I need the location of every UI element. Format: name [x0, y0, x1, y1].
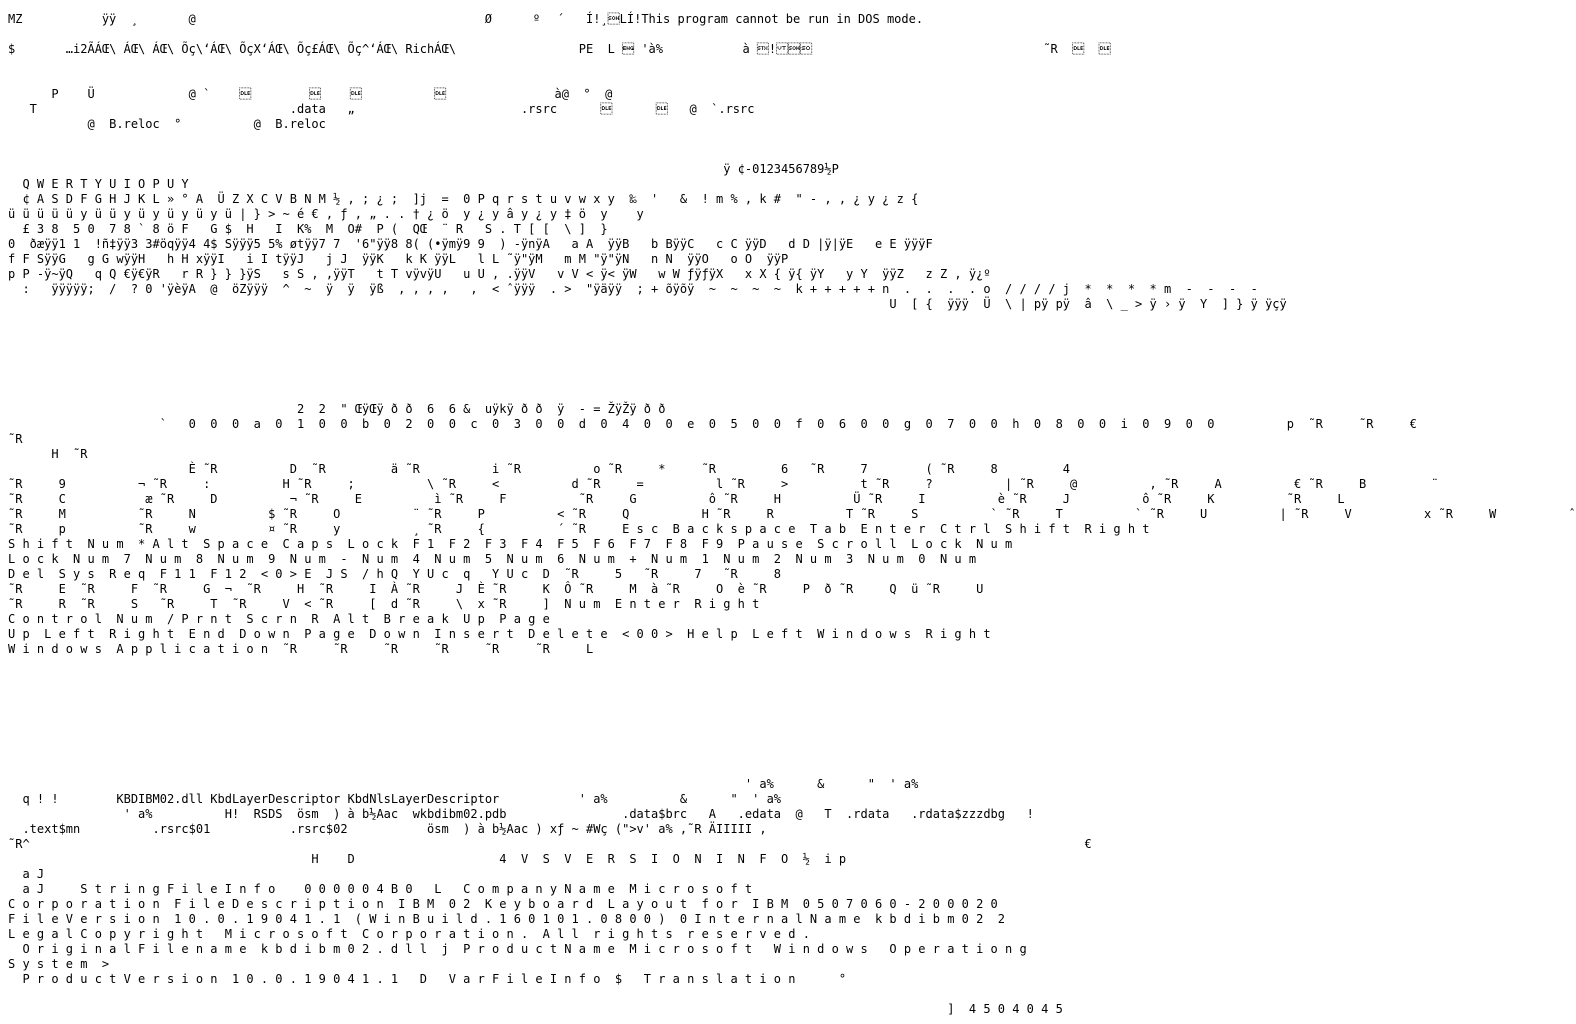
- text-line: a J: [8, 867, 52, 881]
- text-line: : ÿÿÿÿÿ; / ? 0 'ÿèÿA @ öZÿÿÿ ^ ~ ÿ ÿ ÿß , , , , , < ˆÿÿÿ . > "ÿäÿÿ ; + õÿõÿ ~ ~ ~ ~ k + + + + + n . . . . o / / / / j * * * * m - - - -: [8, 282, 1266, 296]
- text-line: O r i g i n a l F i l e n a m e k b d i b m 0 2 . d l l j P r o d u c t N a m e M i c r o s o f t W i n d o w s O p e r a t i o n g: [8, 942, 1027, 956]
- text-line: q ! ! KBDIBM02.dll KbdLayerDescriptor KbdNlsLayerDescriptor ' a% & " ' a%: [8, 792, 796, 806]
- text-line: ˜R 9 ¬ ˜R : H ˜R ; \ ˜R < d ˜R = l ˜R > t ˜R ? | ˜R @ , ˜R A € ˜R B ¨: [8, 477, 1439, 491]
- text-line: S y s t e m >: [8, 957, 124, 971]
- text-line: ÿ ¢-0123456789½P: [8, 162, 854, 176]
- text-line: $ …i2ÃÁŒ\ ÁŒ\ ÁŒ\ Õç\‘ÁŒ\ ÕçX‘ÁŒ\ Õç£ÁŒ\ Õç^‘ÁŒ\ RichÁŒ\ PE L  'à% à !  ˜R  : [8, 42, 1126, 56]
- text-line: ˜R p ˜R w ¤ ˜R y ¸ ˜R { ´ ˜R E s c B a c k s p a c e T a b E n t e r C t r l S h i f t R i g h t: [8, 522, 1150, 536]
- text-line: U p L e f t R i g h t E n d D o w n P a g e D o w n I n s e r t D e l e t e < 0 0 > H e l p L e f t W i n d o w s R i g h t: [8, 627, 991, 641]
- text-line: [8, 762, 1272, 777]
- text-line: ˜R R ˜R S ˜R T ˜R V < ˜R [ d ˜R \ x ˜R ] N u m E n t e r R i g h t: [8, 597, 760, 611]
- text-line: L o c k N u m 7 N u m 8 N u m 9 N u m - N u m 4 N u m 5 N u m 6 N u m + N u m 1 N u m 2 N u m 3 N u m 0 N u m: [8, 552, 977, 566]
- text-line: F i l e V e r s i o n 1 0 . 0 . 1 9 0 4 1 . 1 ( W i n B u i l d . 1 6 0 1 0 1 . 0 8 0 0 ) 0 I n t e r n a l N a m e k b d i b m 0 2 2: [8, 912, 1020, 926]
- text-line: [8, 342, 1272, 357]
- text-line: [8, 657, 1272, 672]
- text-line: ˜R^ €: [8, 837, 1092, 851]
- text-line: [8, 717, 1272, 732]
- text-line: [8, 387, 1272, 402]
- text-line: ¢ A S D F G H J K L » ° A Ü Z X C V B N M ½ , ; ¿ ; ]j = 0 P q r s t u v w x y ‰ ' & ! m % , k # " - , , ¿ y ¿ z {: [8, 192, 926, 206]
- text-line: [8, 57, 1272, 72]
- text-line: ü ü ü ü ü y ü ü y ü y ü y ü y ü | } > ~ é € , ƒ , „ . . † ¿ ö y ¿ y â y ¿ y ‡ ö y y: [8, 207, 659, 221]
- text-line: ˜R C æ ˜R D ¬ ˜R E ì ˜R F ˜R G ô ˜R H Ü ˜R I è ˜R J ô ˜R K ˜R L: [8, 492, 1403, 506]
- text-line: [8, 357, 1272, 372]
- text-line: W i n d o w s A p p l i c a t i o n ˜R ˜R ˜R ˜R ˜R ˜R L: [8, 642, 594, 656]
- text-line: [8, 72, 1272, 87]
- text-line: D e l S y s R e q F 1 1 F 1 2 < 0 > E J S / h Q Y U c q Y U c D ˜R 5 ˜R 7 ˜R 8: [8, 567, 782, 581]
- text-line: 0 ðæÿÿ1 1 !ñ‡ÿÿ3 3#öqÿÿ4 4$ Sÿÿÿ5 5% øtÿÿ7 7 '6"ÿÿ8 8( (•ÿmÿ9 9 ) -ÿnÿA a A ÿÿB b BÿÿC c C ÿÿD d D |ÿ|ÿE e E ÿÿÿF: [8, 237, 933, 251]
- text-line: È ˜R D ˜R ä ˜R i ˜R o ˜R * ˜R 6 ˜R 7 ( ˜R 8 4: [8, 462, 1071, 476]
- file-text-content[interactable]: [8, 12, 1576, 1024]
- text-line: C o n t r o l N u m / P r n t S c r n R A l t B r e a k U p P a g e: [8, 612, 550, 626]
- text-line: ˜R M ˜R N $ ˜R O ¨ ˜R P < ˜R Q H ˜R R T ˜R S ` ˜R T ` ˜R U | ˜R V x ˜R W ˆ: [8, 507, 1576, 521]
- text-line: P r o d u c t V e r s i o n 1 0 . 0 . 1 9 0 4 1 . 1 D V a r F i l e I n f o $ T r a n s l a t i o n °: [8, 972, 854, 986]
- text-line: [8, 987, 1272, 1002]
- text-line: p P -ÿ~ÿQ q Q €ÿ€ÿR r R } } }ÿS s S , ,ÿÿT t T vÿvÿU u U , .ÿÿV v V < ÿ< ÿW w W ƒÿƒÿX x X { ÿ{ ÿY y Y ÿÿZ z Z , ÿ¿º: [8, 267, 991, 281]
- text-line: MZ   ÿÿ ¸ @ Ø  º ´ Í!¸LÍ!This program cannot be run in DOS mode.: [8, 12, 924, 26]
- text-line: @ B.reloc ° @ B.reloc: [8, 117, 326, 131]
- text-line: H ˜R: [8, 447, 110, 461]
- text-line: [8, 312, 1272, 327]
- text-line: [8, 327, 1272, 342]
- text-line: ' a% H! RSDS ösm ) à b½Aac wkbdibm02.pdb .data$brc A .edata @ T .rdata .rdata$zzzdbg !: [8, 807, 1034, 821]
- text-line: 2 2 " ŒÿŒÿ ð ð 6 6 & uÿkÿ ð ð ÿ - = ŽÿŽÿ ð ð: [8, 402, 695, 416]
- text-line: f F SÿÿG g G wÿÿH h H xÿÿI i I tÿÿJ j J ÿÿK k K ÿÿL l L ˜ÿ"ÿM m M "ÿ"ÿN n N ÿÿO o O ÿÿP: [8, 252, 789, 266]
- text-line: ' a% & " ' a%: [8, 777, 919, 791]
- text-line: [8, 147, 1272, 162]
- text-line: S h i f t N u m * A l t S p a c e C a p s L o c k F 1 F 2 F 3 F 4 F 5 F 6 F 7 F 8 F 9 P a u s e S c r o l l L o c k N u m: [8, 537, 1013, 551]
- text-line: U [ { ÿÿÿ Ü \ | pÿ pÿ â \ _ > ÿ › ÿ Y ] } ÿ ÿçÿ: [8, 297, 1302, 311]
- text-line: £ 3 8 5 0 7 8 ` 8 ö F G $ H I K% M O# P ( QŒ ¨ R S . T [ [ \ ] }: [8, 222, 623, 236]
- text-line: [8, 27, 1272, 42]
- text-line: [8, 747, 1272, 762]
- text-line: Q W E R T Y U I O P U Y: [8, 177, 196, 191]
- text-line: a J S t r i n g F i l e I n f o 0 0 0 0 0 4 B 0 L C o m p a n y N a m e M i c r o s o f t: [8, 882, 753, 896]
- text-line: ˜R E ˜R F ˜R G ¬ ˜R H ˜R I À ˜R J È ˜R K Ô ˜R M à ˜R O è ˜R P ð ˜R Q ü ˜R U: [8, 582, 984, 596]
- text-line: [8, 372, 1272, 387]
- text-line: L e g a l C o p y r i g h t M i c r o s o f t C o r p o r a t i o n . A l l r i g h t s r e s e r v e d .: [8, 927, 818, 941]
- text-line: .text$mn .rsrc$01 .rsrc$02 ösm ) à b½Aac ) xƒ ~ #Wç (">v' a% ,˜R ÄIIIII ,: [8, 822, 767, 836]
- text-line: ˜R: [8, 432, 45, 446]
- text-line: [8, 687, 1272, 702]
- text-line: H D 4 V S V E R S I O N I N F O ½ i p: [8, 852, 868, 866]
- text-line: C o r p o r a t i o n F i l e D e s c r i p t i o n I B M 0 2 K e y b o a r d L a y o u t f o r I B M 0 5 0 7 0 6 0 - 2 0 0 0 2 0: [8, 897, 998, 911]
- text-line: [8, 132, 1272, 147]
- text-line: P Ü @ `     à@ ° @: [8, 87, 613, 101]
- text-line: [8, 702, 1272, 717]
- text-line: [8, 672, 1272, 687]
- text-line: T .data „ .rsrc   @ `.rsrc: [8, 102, 755, 116]
- text-line: ] 4 5 0 4 0 4 5: [8, 1002, 1071, 1016]
- text-line: [8, 732, 1272, 747]
- text-line: ` 0 0 0 a 0 1 0 0 b 0 2 0 0 c 0 3 0 0 d 0 4 0 0 e 0 5 0 0 f 0 6 0 0 g 0 7 0 0 h 0 8 0 0 i 0 9 0 0 p ˜R ˜R €: [8, 417, 1417, 431]
